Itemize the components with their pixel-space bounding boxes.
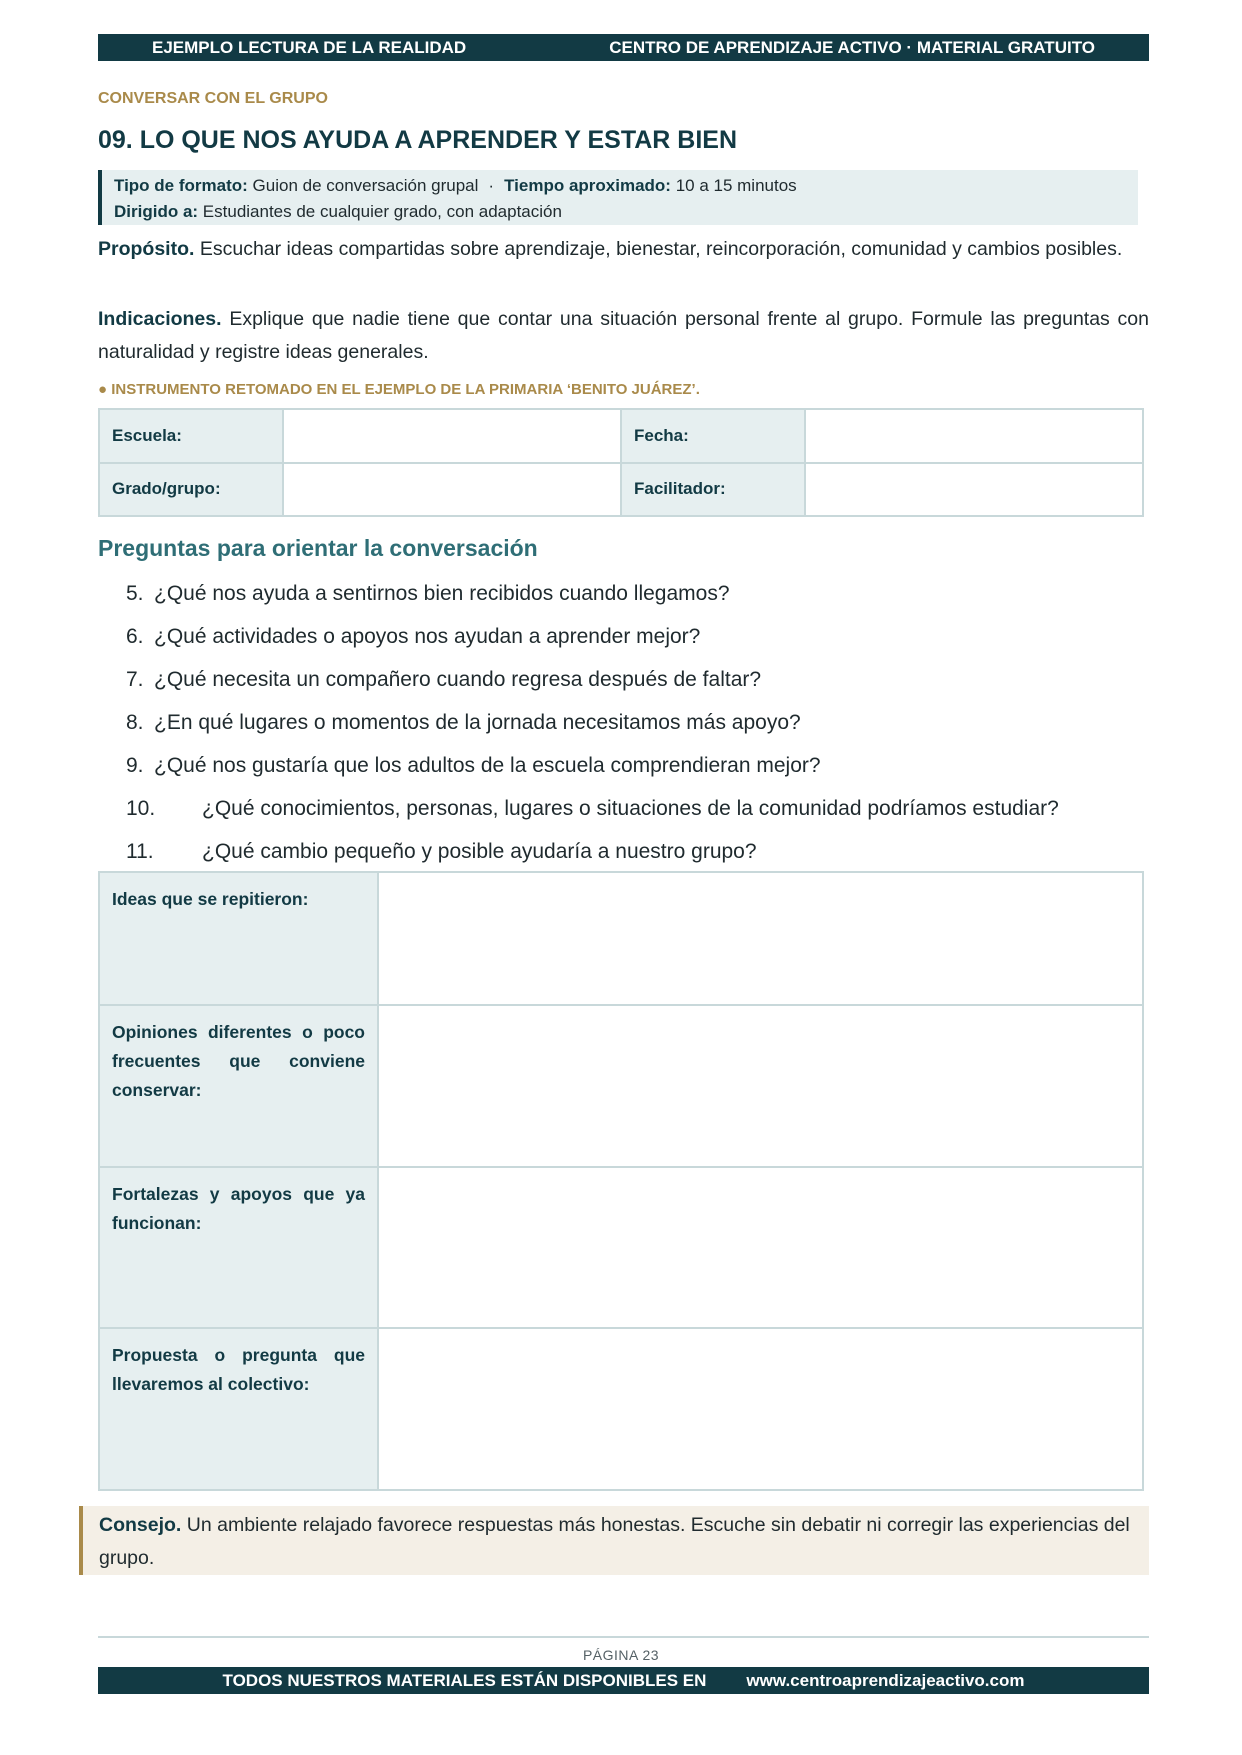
facilitator-label: Facilitador: [621, 463, 805, 517]
question-number: 11. [126, 840, 154, 863]
instrument-note: ● INSTRUMENTO RETOMADO EN EL EJEMPLO DE LA PRIMARIA ‘BENITO JUÁREZ’. [98, 381, 700, 398]
footer-url[interactable]: www.centroaprendizajeactivo.com [746, 1670, 1025, 1690]
page-number: PÁGINA 23 [582, 1647, 660, 1663]
repeated-ideas-label: Ideas que se repitieron: [99, 872, 378, 1005]
list-item [126, 830, 1156, 873]
question-text: ¿En qué lugares o momentos de la jornada necesitamos más apoyo? [154, 711, 801, 734]
format-metadata [98, 170, 1138, 225]
question-number: 9. [126, 754, 144, 777]
facilitator-field[interactable] [805, 463, 1143, 517]
date-field[interactable] [805, 409, 1143, 463]
purpose-text: Escuchar ideas compartidas sobre aprendizaje, bienestar, reincorporación, comunidad y cambios posibles. [199, 238, 1123, 260]
questions-heading: Preguntas para orientar la conversación [98, 535, 538, 561]
strengths-field[interactable] [378, 1167, 1143, 1328]
proposal-label: Propuesta o pregunta que llevaremos al colectivo: [99, 1328, 378, 1490]
time-value: 10 a 15 minutos [675, 176, 797, 195]
group-field[interactable] [283, 463, 621, 517]
instructions-text: Explique que nadie tiene que contar una situación personal frente al grupo. Formule las preguntas con naturalidad y registre ideas generales. [98, 308, 1149, 363]
list-item [126, 658, 1156, 701]
proposal-field[interactable] [378, 1328, 1143, 1490]
strengths-label: Fortalezas y apoyos que ya funcionan: [99, 1167, 378, 1328]
ideas-table [98, 871, 1144, 1491]
list-item [126, 615, 1156, 658]
question-text: ¿Qué cambio pequeño y posible ayudaría a nuestro grupo? [202, 840, 757, 863]
question-number: 7. [126, 668, 144, 691]
footer-text: TODOS NUESTROS MATERIALES ESTÁN DISPONIBLES EN [222, 1670, 707, 1690]
list-item [126, 701, 1156, 744]
school-field[interactable] [283, 409, 621, 463]
meta-separator: · [488, 176, 495, 195]
question-text: ¿Qué nos gustaría que los adultos de la escuela comprendieran mejor? [154, 754, 821, 777]
time-label: Tiempo aproximado: [504, 176, 671, 195]
question-text: ¿Qué actividades o apoyos nos ayudan a aprender mejor? [154, 625, 701, 648]
info-table [98, 408, 1144, 517]
question-text: ¿Qué conocimientos, personas, lugares o situaciones de la comunidad podríamos estudiar? [202, 797, 1059, 820]
footer-divider [98, 1636, 1149, 1638]
repeated-ideas-field[interactable] [378, 872, 1143, 1005]
list-item [126, 744, 1156, 787]
question-number: 6. [126, 625, 144, 648]
list-item [126, 572, 1156, 615]
format-value: Guion de conversación grupal [252, 176, 479, 195]
list-item [126, 787, 1156, 830]
format-label: Tipo de formato: [114, 176, 248, 195]
audience-label: Dirigido a: [114, 202, 199, 221]
page-title: 09. LO QUE NOS AYUDA A APRENDER Y ESTAR BIEN [98, 126, 738, 154]
group-label: Grado/grupo: [99, 463, 283, 517]
different-opinions-field[interactable] [378, 1005, 1143, 1167]
tip-box [79, 1506, 1149, 1575]
instructions-paragraph [98, 303, 1149, 369]
question-text: ¿Qué necesita un compañero cuando regresa después de faltar? [154, 668, 762, 691]
audience-value: Estudiantes de cualquier grado, con adaptación [202, 202, 562, 221]
school-label: Escuela: [99, 409, 283, 463]
question-text: ¿Qué nos ayuda a sentirnos bien recibidos cuando llegamos? [154, 582, 730, 605]
meta-line-2 [114, 199, 1138, 225]
header-left: EJEMPLO LECTURA DE LA REALIDAD [152, 37, 467, 57]
question-number: 10. [126, 797, 156, 820]
footer-bar [98, 1667, 1149, 1694]
purpose-paragraph [98, 233, 1149, 266]
section-kicker: CONVERSAR CON EL GRUPO [98, 90, 328, 107]
tip-label: Consejo. [99, 1514, 182, 1536]
header-bar [98, 34, 1149, 61]
instructions-label: Indicaciones. [98, 308, 222, 330]
questions-list [126, 572, 1156, 873]
question-number: 8. [126, 711, 144, 734]
meta-line-1 [114, 173, 1138, 199]
tip-text: Un ambiente relajado favorece respuestas más honestas. Escuche sin debatir ni corregir las experiencias del grupo. [99, 1514, 1130, 1569]
date-label: Fecha: [621, 409, 805, 463]
question-number: 5. [126, 582, 144, 605]
purpose-label: Propósito. [98, 238, 195, 260]
header-right: CENTRO DE APRENDIZAJE ACTIVO · MATERIAL GRATUITO [609, 37, 1095, 57]
different-opinions-label: Opiniones diferentes o poco frecuentes que conviene conservar: [99, 1005, 378, 1167]
